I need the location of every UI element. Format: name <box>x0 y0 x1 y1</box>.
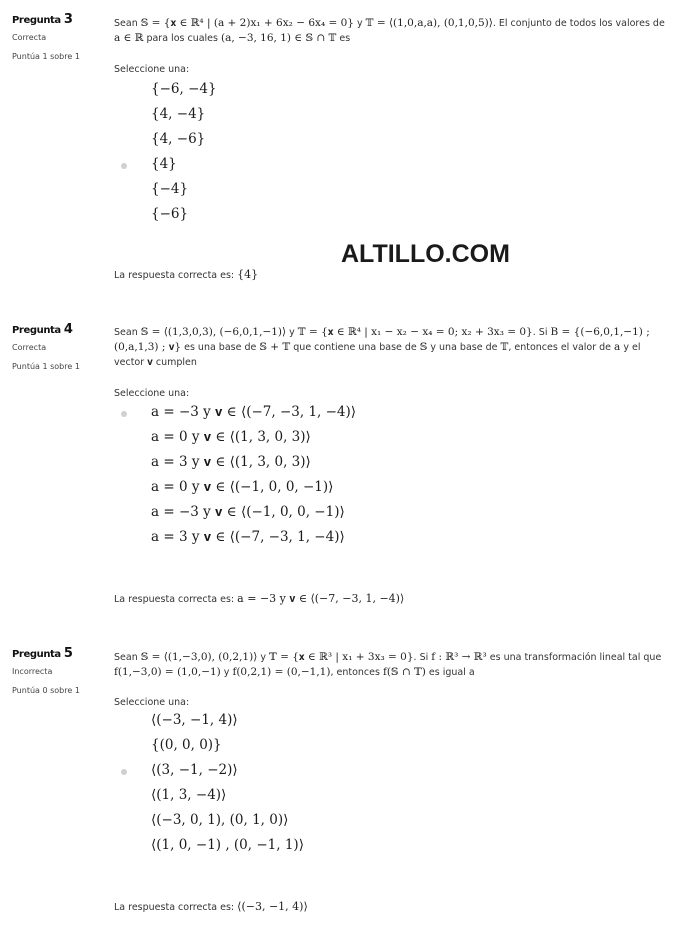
statement-text: , entonces el valor de <box>508 342 615 353</box>
statement-text: y <box>286 327 298 338</box>
option-label: a = −3 y 𝐯 ∈ ⟨(−7, −3, 1, −4)⟩ <box>151 404 357 420</box>
question-statement <box>114 325 666 370</box>
math-expression: 𝕊 = ⟨(1,3,0,3), (−6,0,1,−1)⟩ <box>140 326 287 338</box>
answer-prefix: La respuesta correcta es: <box>114 902 238 913</box>
option[interactable] <box>114 712 654 737</box>
answer-prefix: La respuesta correcta es: <box>114 270 238 281</box>
math-expression: 𝕊 <box>419 341 428 353</box>
math-expression: f(𝕊 ∩ 𝕋) <box>382 666 426 678</box>
option[interactable] <box>114 156 654 181</box>
correct-answer <box>114 592 404 606</box>
option[interactable] <box>114 479 654 504</box>
option-label: ⟨(1, 3, −4)⟩ <box>151 787 227 803</box>
statement-text: Sean <box>114 652 141 663</box>
math-expression: 𝕊 = {𝐱 ∈ ℝ⁴ | (a + 2)x₁ + 6x₂ − 6x₄ = 0} <box>140 17 354 29</box>
option[interactable] <box>114 181 654 206</box>
math-expression: 𝕋 = ⟨(1,0,a,a), (0,1,0,5)⟩ <box>365 17 493 29</box>
option-label: ⟨(1, 0, −1) , (0, −1, 1)⟩ <box>151 837 304 853</box>
option-label: ⟨(−3, −1, 4)⟩ <box>151 712 238 728</box>
math-expression: 𝕋 = {𝐱 ∈ ℝ³ | x₁ + 3x₃ = 0} <box>268 651 414 663</box>
statement-text: que contiene una base de <box>290 342 420 353</box>
option-label: {−6, −4} <box>151 81 217 97</box>
answer-value: ⟨(−3, −1, 4)⟩ <box>237 900 308 913</box>
statement-text: y <box>220 667 233 678</box>
option[interactable] <box>114 787 654 812</box>
question-statement <box>114 16 666 46</box>
math-expression: f : ℝ³ → ℝ³ <box>431 651 487 663</box>
option[interactable] <box>114 429 654 454</box>
option-label: {4, −6} <box>151 131 206 147</box>
question-title <box>12 646 107 661</box>
radio-button[interactable] <box>121 769 127 775</box>
option[interactable] <box>114 762 654 787</box>
math-expression: (a, −3, 16, 1) ∈ 𝕊 ∩ 𝕋 <box>221 32 337 44</box>
question-grade: Puntúa 1 sobre 1 <box>12 362 80 371</box>
statement-text: es una base de <box>181 342 260 353</box>
math-expression: a <box>614 341 621 353</box>
radio-button[interactable] <box>121 163 127 169</box>
option-label: a = 0 y 𝐯 ∈ ⟨(−1, 0, 0, −1)⟩ <box>151 479 334 495</box>
statement-text: . Si <box>413 652 432 663</box>
math-expression: f(1,−3,0) = (1,0,−1) <box>114 666 221 678</box>
question-state: Incorrecta <box>12 667 53 676</box>
options-list <box>114 404 654 554</box>
correct-answer <box>114 900 308 913</box>
question-title <box>12 322 107 337</box>
question-info <box>12 646 107 695</box>
statement-text: . Si <box>532 327 551 338</box>
statement-text: , entonces <box>330 667 383 678</box>
question-number: 4 <box>63 322 73 337</box>
correct-answer <box>114 268 258 281</box>
option-label: a = −3 y 𝐯 ∈ ⟨(−1, 0, 0, −1)⟩ <box>151 504 345 520</box>
option[interactable] <box>114 131 654 156</box>
math-expression: 𝐯 <box>147 356 153 368</box>
math-expression: 𝕊 = ⟨(1,−3,0), (0,2,1)⟩ <box>140 651 258 663</box>
statement-text: es igual a <box>425 667 475 678</box>
statement-text: y <box>257 652 269 663</box>
question-statement <box>114 650 666 680</box>
option[interactable] <box>114 404 654 429</box>
question-grade: Puntúa 1 sobre 1 <box>12 52 80 61</box>
statement-text: y el vector <box>114 342 641 368</box>
options-list <box>114 712 654 862</box>
option-label: {−6} <box>151 206 189 222</box>
option[interactable] <box>114 206 654 231</box>
math-expression: 𝕋 <box>500 341 509 353</box>
math-expression: 𝕊 + 𝕋 <box>259 341 291 353</box>
statement-text: . El conjunto de todos los valores de <box>492 18 665 29</box>
option-label: {−4} <box>151 181 189 197</box>
question-title-prefix: Pregunta <box>12 325 61 336</box>
question-title-prefix: Pregunta <box>12 649 61 660</box>
statement-text: y <box>354 18 366 29</box>
math-expression: B = {(−6,0,1,−1) ; (0,a,1,3) ; 𝐯} <box>114 326 650 353</box>
statement-text: Sean <box>114 18 141 29</box>
question-grade: Puntúa 0 sobre 1 <box>12 686 80 695</box>
option-label: a = 3 y 𝐯 ∈ ⟨(1, 3, 0, 3)⟩ <box>151 454 311 470</box>
math-expression: a ∈ ℝ <box>114 32 144 44</box>
answer-value: {4} <box>237 268 259 281</box>
radio-button[interactable] <box>121 411 127 417</box>
option[interactable] <box>114 737 654 762</box>
option[interactable] <box>114 454 654 479</box>
question-info <box>12 322 107 371</box>
option-label: {(0, 0, 0)} <box>151 737 222 753</box>
statement-text: para los cuales <box>143 33 221 44</box>
option-label: a = 3 y 𝐯 ∈ ⟨(−7, −3, 1, −4)⟩ <box>151 529 345 545</box>
question-state: Correcta <box>12 33 47 42</box>
option-label: {4} <box>151 156 177 172</box>
option[interactable] <box>114 837 654 862</box>
math-expression: 𝕋 = {𝐱 ∈ ℝ⁴ | x₁ − x₂ − x₄ = 0; x₂ + 3x₃ = 0} <box>297 326 533 338</box>
question-state: Correcta <box>12 343 47 352</box>
option-label: a = 0 y 𝐯 ∈ ⟨(1, 3, 0, 3)⟩ <box>151 429 311 445</box>
statement-text: es <box>336 33 351 44</box>
option[interactable] <box>114 81 654 106</box>
option[interactable] <box>114 529 654 554</box>
statement-text: es una transformación lineal tal que <box>486 652 662 663</box>
statement-text: y una base de <box>427 342 501 353</box>
select-prompt: Seleccione una: <box>114 697 190 708</box>
statement-text: Sean <box>114 327 141 338</box>
answer-prefix: La respuesta correcta es: <box>114 594 238 605</box>
math-expression: f(0,2,1) = (0,−1,1) <box>232 666 331 678</box>
question-title-prefix: Pregunta <box>12 15 61 26</box>
option-label: ⟨(−3, 0, 1), (0, 1, 0)⟩ <box>151 812 289 828</box>
option[interactable] <box>114 504 654 529</box>
question-title <box>12 12 107 27</box>
option-label: {4, −4} <box>151 106 206 122</box>
option[interactable] <box>114 106 654 131</box>
question-info <box>12 12 107 61</box>
question-number: 3 <box>63 12 73 27</box>
answer-value: a = −3 y 𝐯 ∈ ⟨(−7, −3, 1, −4)⟩ <box>237 592 405 605</box>
watermark: ALTILLO.COM <box>341 240 510 268</box>
option[interactable] <box>114 812 654 837</box>
options-list <box>114 81 654 231</box>
statement-text: cumplen <box>152 357 197 368</box>
select-prompt: Seleccione una: <box>114 388 190 399</box>
question-number: 5 <box>63 646 73 661</box>
select-prompt: Seleccione una: <box>114 64 190 75</box>
option-label: ⟨(3, −1, −2)⟩ <box>151 762 238 778</box>
